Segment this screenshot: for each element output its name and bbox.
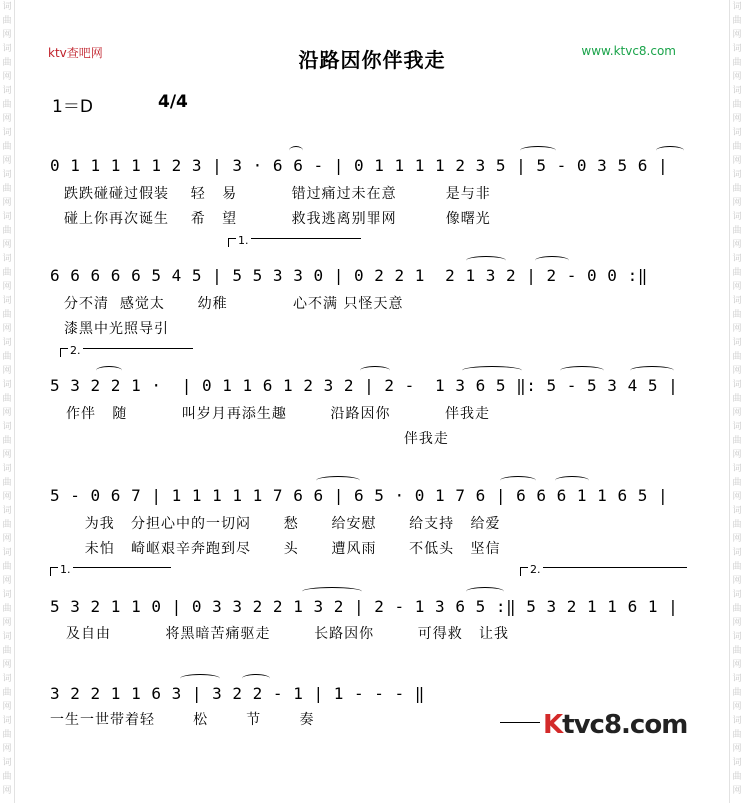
slur — [360, 366, 390, 375]
slur — [500, 476, 536, 485]
right-watermark-strip: 词曲网词曲网词曲网词曲网词曲网词曲网词曲网词曲网词曲网词曲网词曲网词曲网词曲网词曲网词曲网词曲网词曲网词曲网词曲网 — [729, 0, 744, 803]
slur — [316, 476, 360, 485]
site-name-left: ktv查吧网 — [48, 46, 103, 60]
time-signature: 4/4 — [158, 92, 188, 112]
slur — [466, 587, 504, 596]
notation-row-4: 5 - 0 6 7 | 1 1 1 1 1 7 6 6 | 6 5 · 0 1 7 6 | 6 6 6 1 1 6 5 | — [50, 486, 669, 505]
lyric-row-2-line-1: 分不清 感觉太 幼稚 心不满 只怪天意 — [64, 296, 404, 312]
notation-row-3: 5 3 2 2 1 · | 0 1 1 6 1 2 3 2 | 2 - 1 3 6 5 ‖: 5 - 5 3 4 5 | — [50, 376, 679, 395]
lyric-row-6-line-1: 一生一世带着轻 松 节 奏 — [50, 712, 315, 728]
left-watermark-strip: 词曲网词曲网词曲网词曲网词曲网词曲网词曲网词曲网词曲网词曲网词曲网词曲网词曲网词曲网词曲网词曲网词曲网词曲网词曲网 — [0, 0, 15, 803]
slur — [96, 366, 122, 375]
lyric-row-3-line-1: 作伴 随 叫岁月再添生趣 沿路因你 伴我走 — [66, 406, 490, 422]
slur — [656, 146, 684, 155]
slur — [630, 366, 674, 375]
notation-row-6: 3 2 2 1 1 6 3 | 3 2 2 - 1 | 1 - - - ‖ — [50, 684, 425, 703]
site-url-right: www.ktvc8.com — [581, 44, 676, 58]
lyric-row-1-line-2: 碰上你再次诞生 希 望 救我逃离别罪网 像曙光 — [64, 211, 491, 227]
lyric-row-3-line-2: 伴我走 — [66, 431, 449, 447]
slur — [462, 366, 522, 375]
slur — [535, 256, 569, 265]
notation-row-2: 6 6 6 6 6 5 4 5 | 5 5 3 3 0 | 0 2 2 1 2 1 3 2 | 2 - 0 0 :‖ — [50, 266, 648, 285]
slur — [242, 674, 270, 683]
notation-row-1: 0 1 1 1 1 1 2 3 | 3 · 6 6 - | 0 1 1 1 1 2 3 5 | 5 - 0 3 5 6 | — [50, 156, 669, 175]
lyric-row-5-line-1: 及自由 将黑暗苦痛驱走 长路因你 可得救 让我 — [66, 626, 510, 642]
site-logo: Ktvc8.com — [543, 710, 688, 740]
slur — [466, 256, 506, 265]
notation-row-5: 5 3 2 1 1 0 | 0 3 3 2 2 1 3 2 | 2 - 1 3 6 5 :‖ 5 3 2 1 1 6 1 | — [50, 597, 679, 616]
song-title: 沿路因你伴我走 — [298, 48, 446, 72]
key-signature: 1＝D — [52, 97, 93, 117]
footer-rule — [500, 722, 540, 723]
slur — [555, 476, 589, 485]
lyric-row-2-line-2: 漆黑中光照导引 — [64, 321, 169, 337]
slur — [180, 674, 220, 683]
slur — [520, 146, 556, 155]
lyric-row-4-line-1: 为我 分担心中的一切闷 愁 给安慰 给支持 给爱 — [52, 516, 501, 532]
slur — [289, 146, 303, 155]
slur — [560, 366, 604, 375]
slur — [302, 587, 362, 596]
lyric-row-4-line-2: 未怕 崎岖艰辛奔跑到尽 头 遭风雨 不低头 坚信 — [52, 541, 501, 557]
lyric-row-1-line-1: 跌跌碰碰过假装 轻 易 错过痛过未在意 是与非 — [64, 186, 491, 202]
